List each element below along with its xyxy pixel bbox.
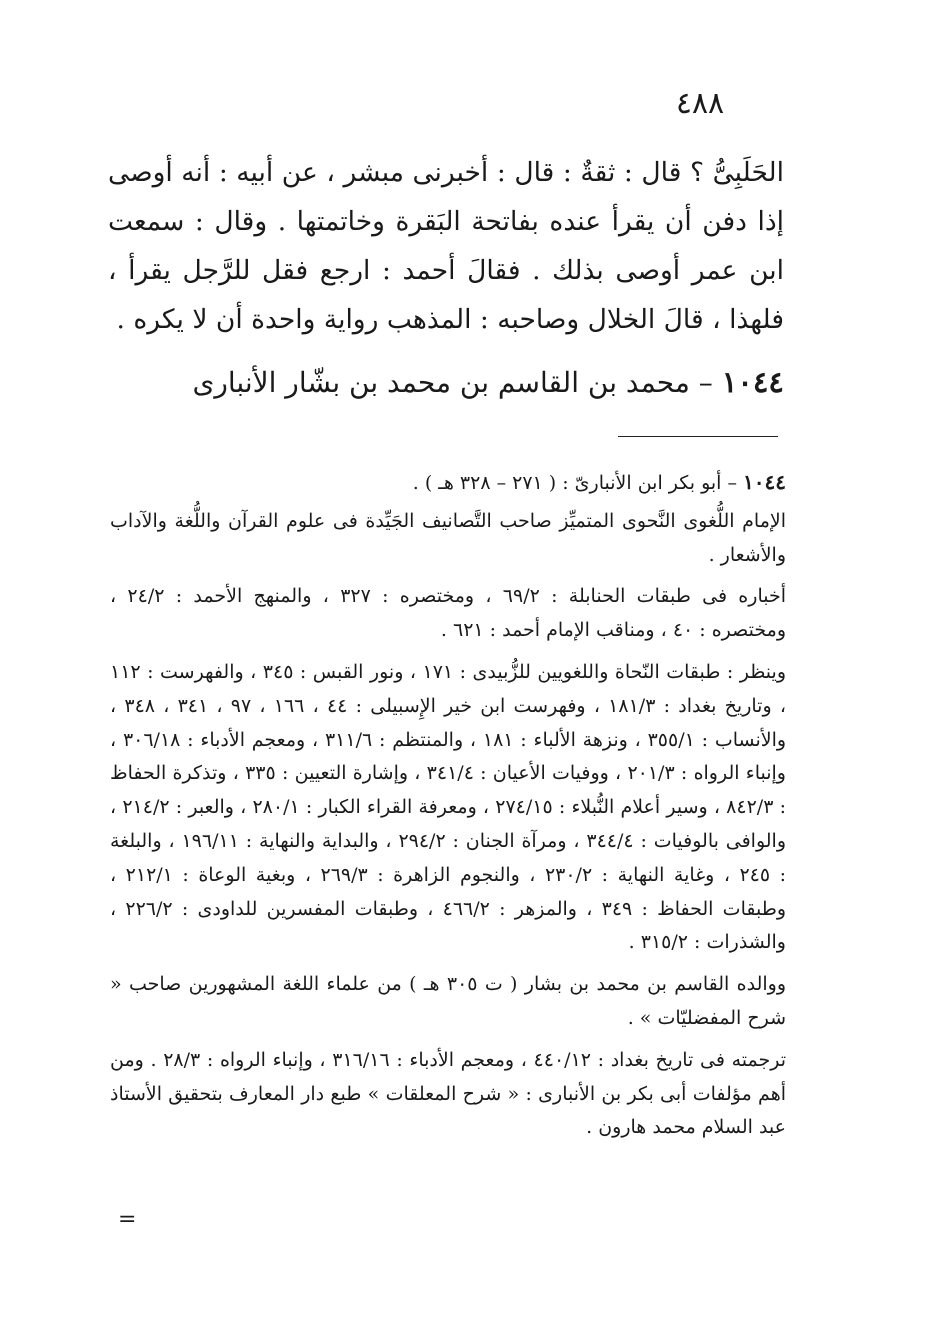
footnote-paragraph: ترجمته فى تاريخ بغداد : ٤٤٠/١٢ ، ومعجم الأدباء : ٣١٦/١٦ ، وإنباء الرواه : ٢٨/٣ . ومن أهم مؤلفات أبى بكر بن الأنبارى : « شرح المعلقات » طبع دار المعارف بتحقيق الأستاذ عبد السلام محمد هارون . <box>110 1048 787 1139</box>
footnotes <box>110 466 786 1153</box>
footnote-paragraph: الإمام اللُّغوى النَّحوى المتميِّز صاحب التَّصانيف الجَيِّدة فى علوم القرآن واللُّغة والآداب والأشعار . <box>110 509 786 566</box>
footnote-entry-title: – أبو بكر ابن الأنبارىّ : ( ٢٧١ – ٣٢٨ هـ ) . <box>412 472 744 494</box>
footnote-entry-number: ١٠٤٤ <box>743 470 786 494</box>
entry-number: ١٠٤٤ <box>721 365 784 399</box>
entry-dash: – <box>689 366 722 399</box>
main-text <box>108 148 784 344</box>
footnote-paragraph: أخباره فى طبقات الحنابلة : ٦٩/٢ ، ومختصره : ٣٢٧ ، والمنهج الأحمد : ٢٤/٢ ، ومختصره : ٤٠ ، ومناقب الإمام أحمد : ٦٢١ . <box>110 585 786 642</box>
footnote-divider <box>618 436 778 437</box>
footnote-paragraph: ووالده القاسم بن محمد بن بشار ( ت ٣٠٥ هـ ) من علماء اللغة المشهورين صاحب « شرح المفضليّات » . <box>110 973 786 1029</box>
entry-heading <box>108 354 784 411</box>
main-paragraph: الحَلَبِىُّ ؟ قال : ثقةٌ : قال : أخبرنى مبشر ، عن أبيه : أنه أوصى إذا دفن أن يقرأ عنده بفاتحة البَقرة وخاتمتها . وقال : سمعت ابن عمر أوصى بذلك . فقالَ أحمد : ارجع فقل للرَّجل يقرأ ، فلهذا ، قالَ الخلال وصاحبه : المذهب رواية واحدة أن لا يكره . <box>108 157 784 335</box>
continuation-mark: = <box>118 1207 137 1232</box>
page-number: ٤٨٨ <box>675 86 725 121</box>
footnote-entry-line <box>110 466 786 501</box>
footnote-paragraph: وينظر : طبقات النّحاة واللغويين للزُّبيدى : ١٧١ ، ونور القبس : ٣٤٥ ، والفهرست : ١١٢ ، وتاريخ بغداد : ١٨١/٣ ، وفهرست ابن خير الإِسبيلى : ٤٤ ، ١٦٦ ، ٩٧ ، ٣٤١ ، ٣٤٨ ، والأنساب : ٣٥٥/١ ، ونزهة الألباء : ١٨١ ، والمنتظم : ٣١١/٦ ، ومعجم الأدباء : ٣٠٦/١٨ ، وإنباء الرواه : ٢٠١/٣ ، ووفيات الأعيان : ٣٤١/٤ ، وإشارة التعيين : ٣٣٥ ، وتذكرة الحفاظ : ٨٤٢/٣ ، وسير أعلام النُّبلاء : ٢٧٤/١٥ ، ومعرفة القراء الكبار : ٢٨٠/١ ، والعبر : ٢١٤/٢ ، والوافى بالوفيات : ٣٤٤/٤ ، ومرآة الجنان : ٢٩٤/٢ ، والبداية والنهاية : ١٩٦/١١ ، والبلغة : ٢٤٥ ، وغاية النهاية : ٢٣٠/٢ ، والنجوم الزاهرة : ٢٦٩/٣ ، وبغية الوعاة : ٢١٢/١ ، وطبقات الحفاظ : ٣٤٩ ، والمزهر : ٤٦٦/٢ ، وطبقات المفسرين للداودى : ٢٢٦/٢ ، والشذرات : ٣١٥/٢ . <box>110 660 787 954</box>
entry-name: محمد بن القاسم بن محمد بن بشّار الأنبارى <box>192 366 690 399</box>
